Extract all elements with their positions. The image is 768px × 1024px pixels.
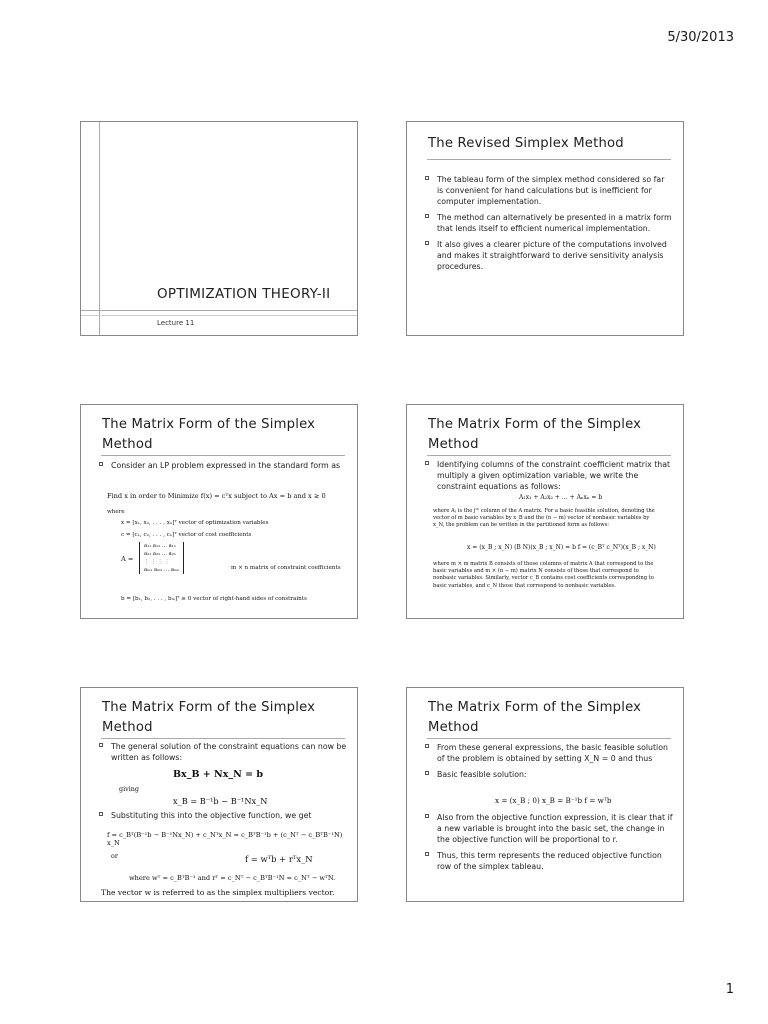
slide-title: The Matrix Form of the Simplex Method: [102, 700, 316, 735]
partition-paragraph: where Aⱼ is the jᵗʰ column of the A matrix. For a basic feasible solution, denoting the vector of m basic variables by x_B and the (n − m) vector of nonbasic variables by x_N, the problem can be written in the partitioned form as follows:: [433, 508, 655, 529]
bullet-square-icon: [425, 241, 429, 245]
title-divider: [427, 159, 671, 160]
decorative-horizontal-line: [81, 310, 357, 311]
bullet-square-icon: [99, 812, 103, 816]
slide-2: [406, 121, 684, 336]
bullet-square-icon: [425, 461, 429, 465]
bullet-list-2: [425, 812, 673, 877]
slide-title: The Matrix Form of the Simplex Method: [428, 700, 642, 735]
slide-5: [80, 687, 358, 902]
a-matrix-label: A =: [121, 555, 134, 563]
title-divider: [427, 738, 671, 739]
bullet-square-icon: [425, 176, 429, 180]
matrix-b-n-paragraph: where m × m matrix B consists of those columns of matrix A that correspond to the basic variables and m × (n − m) matrix N consists of those that correspond to nonbasic variables. Similarly, vector c_B contains cost coefficients corresponding to basic variables, and c_N those that correspond to nonbasic variables.: [433, 561, 654, 589]
matrix-row: ⋮ ⋮ ⋮ ⋮: [144, 559, 170, 565]
bullet-list: [99, 741, 347, 768]
title-divider: [101, 455, 345, 456]
objective-function-compact: f = wᵀb + rᵀx_N: [245, 854, 313, 864]
or-label: or: [111, 852, 118, 860]
bullet-item: Identifying columns of the constraint coefficient matrix that multiply a given optimization variable, we write the constraint equations as follows:: [425, 459, 673, 492]
bullet-item: Substituting this into the objective function, we get: [99, 810, 347, 821]
b-vector-definition: b = [b₁, b₂, . . . , bₘ]ᵀ ≥ 0 vector of right-hand sides of constraints: [121, 596, 307, 602]
slide-1-title: [80, 121, 358, 336]
bullet-list: [99, 460, 347, 476]
page-date: 5/30/2013: [667, 30, 734, 45]
objective-function-expansion: f = c_Bᵀ(B⁻¹b − B⁻¹Nx_N) + c_Nᵀx_N = c_BᵀB⁻¹b + (c_Nᵀ − c_BᵀB⁻¹N) x_N: [107, 831, 343, 847]
title-divider: [101, 738, 345, 739]
bullet-item: The tableau form of the simplex method considered so far is convenient for hand calculations but is inefficient for computer implementation.: [425, 174, 673, 207]
bullet-square-icon: [425, 771, 429, 775]
partitioned-form-equation: x = (x_B ; x_N) (B N)(x_B ; x_N) = b f = (c_Bᵀ c_Nᵀ)(x_B ; x_N): [467, 544, 656, 551]
slide-6: [406, 687, 684, 902]
bullet-square-icon: [99, 743, 103, 747]
bullet-item: The method can alternatively be presented in a matrix form that lends itself to efficient numerical implementation.: [425, 212, 673, 234]
constraint-equation: A₁x₁ + A₂x₂ + … + Aₙxₙ = b: [519, 494, 603, 501]
lecture-title: OPTIMIZATION THEORY-II: [157, 286, 331, 302]
lecture-subtitle: Lecture 11: [157, 319, 195, 327]
decorative-vertical-line: [99, 122, 100, 335]
bullet-item: Also from the objective function expression, it is clear that if a new variable is brought into the basic set, the change in the objective function will be proportional to r.: [425, 812, 673, 845]
bullet-item: From these general expressions, the basic feasible solution of the problem is obtained by setting X_N = 0 and thus: [425, 742, 673, 764]
lp-problem-statement: Find x in order to Minimize f(x) = cᵀx subject to Ax = b and x ≥ 0: [107, 492, 326, 500]
matrix-row: aₘ₁ aₘ₂ … aₘₙ: [144, 567, 180, 573]
x-vector-definition: x = [x₁, x₂, . . . , xₙ]ᵀ vector of optimization variables: [121, 520, 269, 526]
slide-title: The Matrix Form of the Simplex Method: [428, 417, 642, 452]
bullet-item: It also gives a clearer picture of the computations involved and makes it straightforward to derive sensitivity analysis procedures.: [425, 239, 673, 272]
bullet-list-2: [99, 810, 347, 826]
bullet-list: [425, 174, 673, 277]
page-number: 1: [725, 982, 734, 997]
bullet-square-icon: [425, 214, 429, 218]
where-label: where: [107, 509, 125, 515]
basic-solution-equation: x_B = B⁻¹b − B⁻¹Nx_N: [173, 796, 268, 806]
slide-title: The Revised Simplex Method: [428, 136, 624, 151]
basic-feasible-solution-equation: x = (x_B ; 0) x_B = B⁻¹b f = wᵀb: [495, 796, 612, 805]
simplex-multiplier-definition: where wᵀ = c_BᵀB⁻¹ and rᵀ = c_Nᵀ − c_BᵀB⁻¹N = c_Nᵀ − wᵀN.: [129, 874, 336, 882]
bullet-item: The general solution of the constraint equations can now be written as follows:: [99, 741, 347, 763]
bullet-item: Basic feasible solution:: [425, 769, 673, 780]
giving-label: giving: [119, 785, 139, 793]
bullet-square-icon: [425, 744, 429, 748]
slide-4: [406, 404, 684, 619]
bullet-item: Consider an LP problem expressed in the standard form as: [99, 460, 347, 471]
bullet-square-icon: [99, 462, 103, 466]
a-matrix: [139, 542, 184, 574]
bullet-square-icon: [425, 814, 429, 818]
bullet-list: [425, 459, 673, 497]
slide-3: [80, 404, 358, 619]
title-divider: [427, 455, 671, 456]
bullet-item: Thus, this term represents the reduced objective function row of the simplex tableau.: [425, 850, 673, 872]
bullet-square-icon: [425, 852, 429, 856]
decorative-horizontal-line-2: [81, 315, 357, 316]
matrix-row: a₁₁ a₁₂ … a₁ₙ: [144, 543, 177, 549]
simplex-multipliers-note: The vector w is referred to as the simplex multipliers vector.: [101, 888, 335, 897]
slide-title: The Matrix Form of the Simplex Method: [102, 417, 316, 452]
matrix-row: a₂₁ a₂₂ … a₂ₙ: [144, 551, 177, 557]
bullet-list: [425, 742, 673, 785]
a-matrix-description: m × n matrix of constraint coefficients: [231, 565, 341, 571]
constraint-equation: Bx_B + Nx_N = b: [173, 769, 264, 780]
c-vector-definition: c = [c₁, c₂, . . . , cₙ]ᵀ vector of cost coefficients: [121, 532, 252, 538]
